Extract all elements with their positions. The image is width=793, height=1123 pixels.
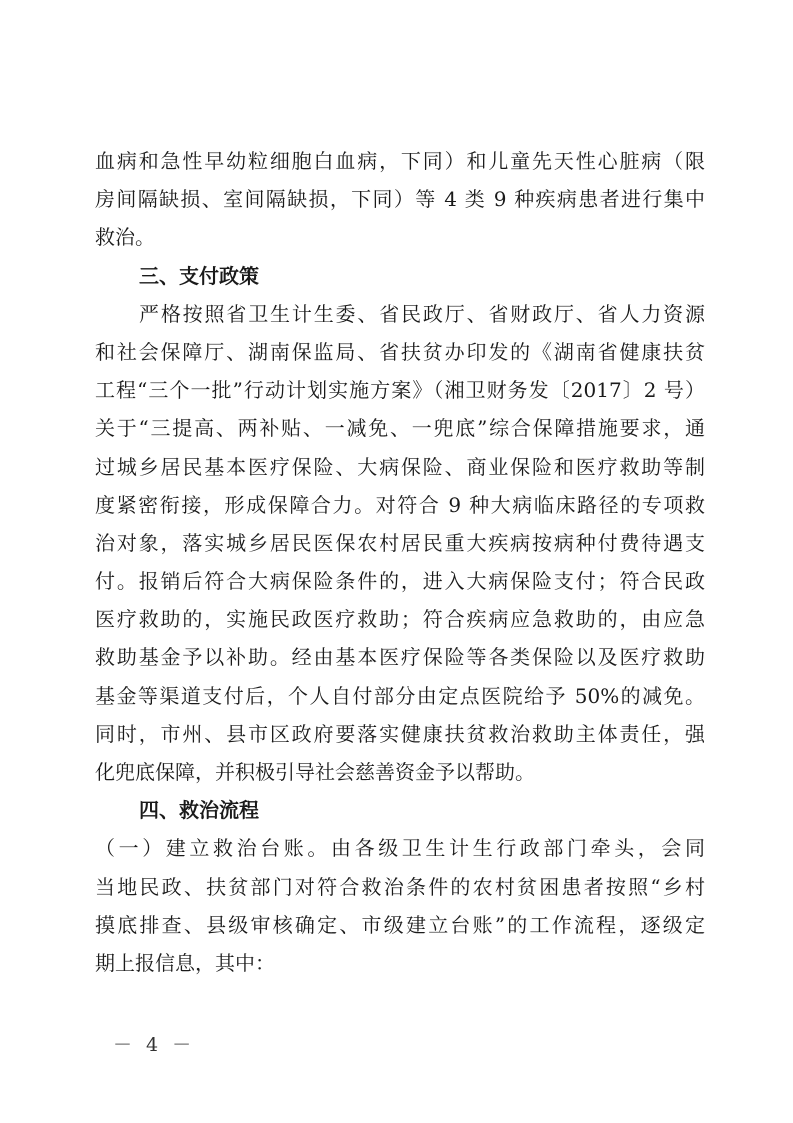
- text-line: 医疗救助的，实施民政医疗救助；符合疾病应急救助的，由应急: [95, 607, 705, 632]
- text-line: 化兜底保障，并积极引导社会慈善资金予以帮助。: [95, 760, 535, 784]
- text-line: 工程“三个一批”行动计划实施方案》（湘卫财务发〔2017〕2 号）: [95, 378, 705, 403]
- body-text: [95, 142, 705, 982]
- section-heading-treatment-process: 四、救治流程: [139, 798, 259, 823]
- text-line: 过城乡居民基本医疗保险、大病保险、商业保险和医疗救助等制: [95, 454, 705, 479]
- text-line: 治对象，落实城乡居民医保农村居民重大疾病按病种付费待遇支: [95, 530, 705, 555]
- text-line: 关于“三提高、两补贴、一减免、一兜底”综合保障措施要求，通: [95, 416, 705, 441]
- section-heading-payment-policy: 三、支付政策: [139, 263, 259, 288]
- text-line: 救助基金予以补助。经由基本医疗保险等各类保险以及医疗救助: [95, 645, 705, 670]
- text-line: （一）建立救治台账。由各级卫生计生行政部门牵头，会同: [95, 836, 705, 861]
- text-line: 期上报信息，其中：: [95, 950, 275, 975]
- text-line: 和社会保障厅、湖南保监局、省扶贫办印发的《湖南省健康扶贫: [95, 339, 705, 364]
- text-line: 摸底排查、县级审核确定、市级建立台账”的工作流程，逐级定: [95, 912, 705, 937]
- text-line: 房间隔缺损、室间隔缺损，下同）等 4 类 9 种疾病患者进行集中: [95, 187, 705, 212]
- text-line: 基金等渠道支付后，个人自付部分由定点医院给予 50%的减免。: [95, 683, 705, 708]
- text-line: 同时，市州、县市区政府要落实健康扶贫救治救助主体责任，强: [95, 721, 705, 746]
- text-line: 度紧密衔接，形成保障合力。对符合 9 种大病临床路径的专项救: [95, 492, 705, 517]
- text-line: 救治。: [95, 225, 155, 250]
- text-line: 当地民政、扶贫部门对符合救治条件的农村贫困患者按照“乡村: [95, 874, 705, 899]
- text-line: 付。报销后符合大病保险条件的，进入大病保险支付；符合民政: [95, 569, 705, 594]
- page-number: － 4 －: [113, 1034, 196, 1056]
- text-line: 严格按照省卫生计生委、省民政厅、省财政厅、省人力资源: [139, 301, 705, 326]
- text-line: 血病和急性早幼粒细胞白血病，下同）和儿童先天性心脏病（限: [95, 149, 705, 173]
